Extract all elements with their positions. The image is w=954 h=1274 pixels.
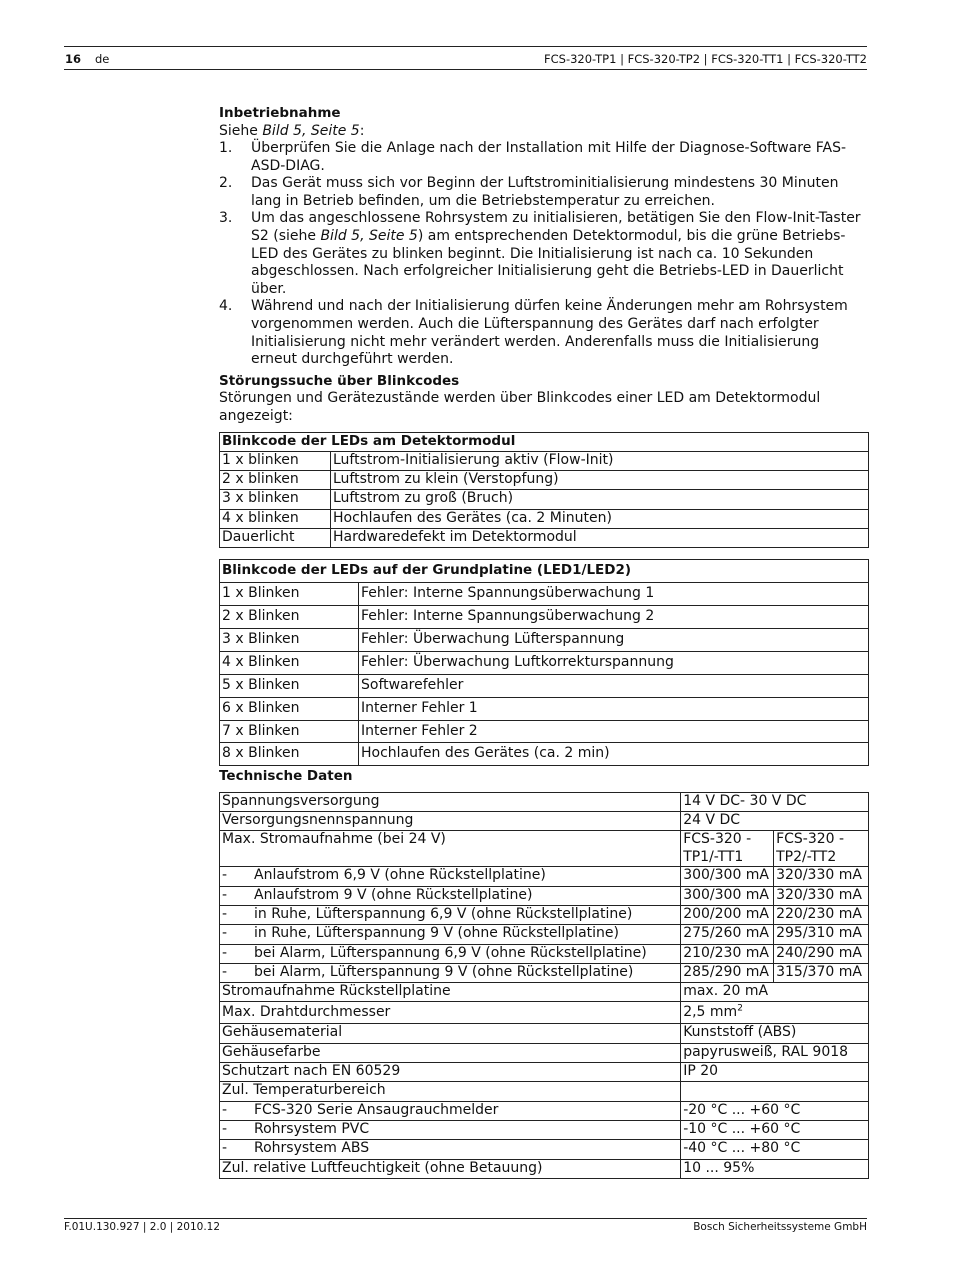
- table-row: 6 x Blinken Interner Fehler 1: [220, 697, 869, 720]
- detector-blinkcode-table: [219, 432, 869, 549]
- table-title: Blinkcode der LEDs am Detektormodul: [220, 432, 869, 451]
- list-item: 4. Während und nach der Initialisierung dürfen keine Änderungen mehr am Rohrsystem vorgenommen werden. Auch die Lüfterspannung des Gerätes darf nach erfolgter Initialisierung nicht mehr verändert werden. Anderenfalls muss die Initialisierung erneut durchgeführt werden.: [219, 298, 848, 368]
- table-row: - Anlaufstrom 9 V (ohne Rückstellplatine) 300/300 mA 320/330 mA: [220, 886, 869, 905]
- table-row: 1 x blinken Luftstrom-Initialisierung aktiv (Flow-Init): [220, 451, 869, 470]
- table-row: Dauerlicht Hardwaredefekt im Detektormodul: [220, 528, 869, 547]
- page-number: 16: [65, 52, 82, 66]
- table-header-row: [220, 432, 869, 451]
- table-row: - Anlaufstrom 6,9 V (ohne Rückstellplatine) 300/300 mA 320/330 mA: [220, 867, 869, 886]
- commissioning-see-reference: Siehe Bild 5, Seite 5:: [219, 122, 365, 139]
- figure-reference: Bild 5, Seite 5: [262, 122, 360, 139]
- commissioning-steps: [219, 140, 869, 369]
- tech-data-heading: Technische Daten: [219, 768, 353, 785]
- language-code: de: [95, 52, 110, 66]
- table-row: 3 x blinken Luftstrom zu groß (Bruch): [220, 490, 869, 509]
- table-row: Versorgungsnennspannung 24 V DC: [220, 812, 869, 831]
- table-row: 4 x blinken Hochlaufen des Gerätes (ca. 2 Minuten): [220, 509, 869, 528]
- table-row: Schutzart nach EN 60529 IP 20: [220, 1063, 869, 1082]
- table-row: Zul. Temperaturbereich: [220, 1082, 869, 1101]
- list-item: 1. Überprüfen Sie die Anlage nach der Installation mit Hilfe der Diagnose-Software FAS-ASD-DIAG.: [219, 140, 847, 174]
- table-row: 4 x Blinken Fehler: Überwachung Luftkorrekturspannung: [220, 651, 869, 674]
- troubleshooting-intro: Störungen und Gerätezustände werden über Blinkcodes einer LED am Detektormodul angezeigt:: [219, 390, 821, 424]
- table-header-row: [220, 560, 869, 583]
- table-row: - FCS-320 Serie Ansaugrauchmelder -20 °C ... +60 °C: [220, 1101, 869, 1120]
- troubleshooting-heading: Störungssuche über Blinkcodes: [219, 372, 460, 389]
- company-name: Bosch Sicherheitssysteme GmbH: [693, 1221, 867, 1233]
- table-row: 1 x Blinken Fehler: Interne Spannungsüberwachung 1: [220, 583, 869, 606]
- baseboard-blinkcode-table: [219, 559, 869, 766]
- table-row: Spannungsversorgung 14 V DC- 30 V DC: [220, 792, 869, 811]
- column-header-tp1: FCS-320 -TP1/-TT1: [681, 831, 774, 867]
- table-row: - Rohrsystem PVC -10 °C ... +60 °C: [220, 1120, 869, 1139]
- table-title: Blinkcode der LEDs auf der Grundplatine (LED1/LED2): [220, 560, 869, 583]
- page-content: [219, 105, 869, 1179]
- list-item: 3. Um das angeschlossene Rohrsystem zu initialisieren, betätigen Sie den Flow-Init-Taster S2 (siehe Bild 5, Seite 5) am entsprechenden Detektormodul, bis die grüne Betriebs-LED des Gerätes zu blinken beginnt. Die Initialisierung ist nach ca. 10 Sekunden abgeschlossen. Nach erfolgreicher Initialisierung geht die Betriebs-LED in Dauerlicht über.: [219, 210, 861, 297]
- product-line: FCS-320-TP1 | FCS-320-TP2 | FCS-320-TT1 | FCS-320-TT2: [544, 52, 867, 66]
- table-row: Stromaufnahme Rückstellplatine max. 20 mA: [220, 983, 869, 1002]
- table-row: Max. Stromaufnahme (bei 24 V) FCS-320 -TP1/-TT1 FCS-320 -TP2/-TT2: [220, 831, 869, 867]
- table-row: 7 x Blinken Interner Fehler 2: [220, 720, 869, 743]
- table-row: - bei Alarm, Lüfterspannung 6,9 V (ohne Rückstellplatine) 210/230 mA 240/290 mA: [220, 944, 869, 963]
- table-row: - in Ruhe, Lüfterspannung 9 V (ohne Rückstellplatine) 275/260 mA 295/310 mA: [220, 925, 869, 944]
- table-row: 2 x blinken Luftstrom zu klein (Verstopfung): [220, 471, 869, 490]
- table-row: Zul. relative Luftfeuchtigkeit (ohne Betauung) 10 ... 95%: [220, 1159, 869, 1178]
- table-row: 2 x Blinken Fehler: Interne Spannungsüberwachung 2: [220, 606, 869, 629]
- document-id: F.01U.130.927 | 2.0 | 2010.12: [64, 1221, 221, 1233]
- table-row: 8 x Blinken Hochlaufen des Gerätes (ca. 2 min): [220, 743, 869, 766]
- table-row: - in Ruhe, Lüfterspannung 6,9 V (ohne Rückstellplatine) 200/200 mA 220/230 mA: [220, 905, 869, 924]
- table-row: 3 x Blinken Fehler: Überwachung Lüfterspannung: [220, 628, 869, 651]
- figure-reference: Bild 5, Seite 5: [320, 228, 418, 245]
- tech-data-table: [219, 792, 869, 1179]
- table-row: Gehäusefarbe papyrusweiß, RAL 9018: [220, 1043, 869, 1062]
- page-footer: [64, 1218, 867, 1233]
- column-header-tp2: FCS-320 -TP2/-TT2: [774, 831, 869, 867]
- table-row: Max. Drahtdurchmesser 2,5 $mm^2$: [220, 1002, 869, 1024]
- table-row: 5 x Blinken Softwarefehler: [220, 674, 869, 697]
- table-row: - Rohrsystem ABS -40 °C ... +80 °C: [220, 1140, 869, 1159]
- page-header: [64, 46, 867, 70]
- list-item: 2. Das Gerät muss sich vor Beginn der Luftstrominitialisierung mindestens 30 Minuten lang in Betrieb befinden, um die Betriebstemperatur zu erreichen.: [219, 175, 839, 209]
- table-row: - bei Alarm, Lüfterspannung 9 V (ohne Rückstellplatine) 285/290 mA 315/370 mA: [220, 963, 869, 982]
- table-row: Gehäusematerial Kunststoff (ABS): [220, 1024, 869, 1043]
- commissioning-heading: Inbetriebnahme: [219, 105, 341, 121]
